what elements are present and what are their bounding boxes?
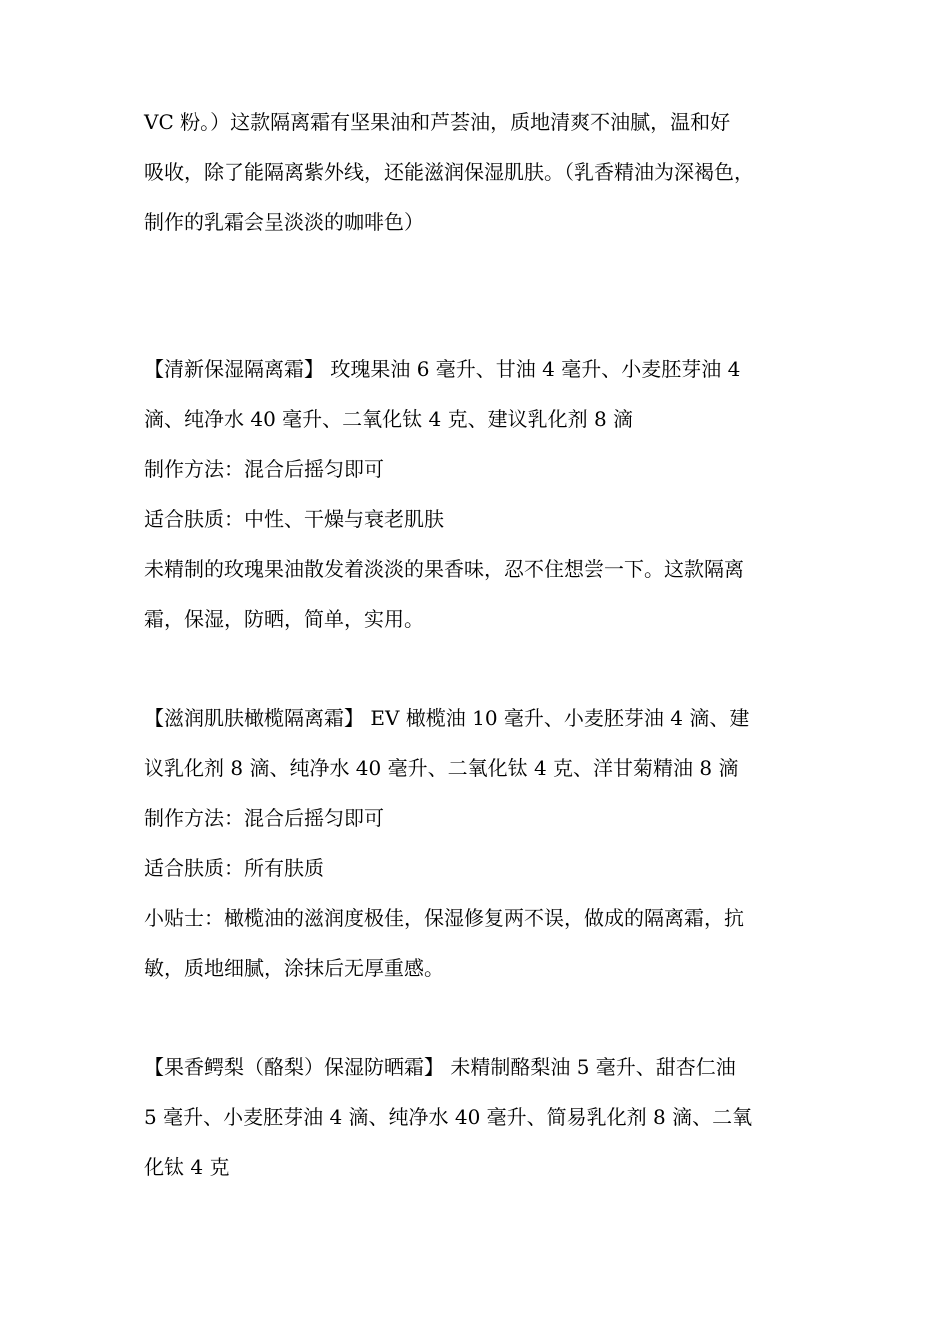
skin-type-line: 适合肤质：所有肤质 — [144, 856, 324, 880]
intro-paragraph — [144, 97, 824, 247]
recipe-avocado-sunscreen — [144, 1042, 824, 1192]
text-line: 制作的乳霜会呈淡淡的咖啡色） — [144, 210, 424, 234]
text-line: 5 毫升、小麦胚芽油 4 滴、纯净水 40 毫升、简易乳化剂 8 滴、二氧 — [144, 1105, 753, 1129]
tip-line: 小贴士：橄榄油的滋润度极佳，保湿修复两不误，做成的隔离霜，抗 — [144, 906, 744, 930]
recipe-fresh-moisturizing-primer — [144, 344, 824, 644]
text-line: 化钛 4 克 — [144, 1155, 230, 1179]
text-line: 议乳化剂 8 滴、纯净水 40 毫升、二氧化钛 4 克、洋甘菊精油 8 滴 — [144, 756, 739, 780]
recipe-olive-primer — [144, 693, 824, 993]
recipe-title-line: 【清新保湿隔离霜】 玫瑰果油 6 毫升、甘油 4 毫升、小麦胚芽油 4 — [144, 357, 741, 381]
text-line: 敏，质地细腻，涂抹后无厚重感。 — [144, 956, 444, 980]
recipe-title-line: 【果香鳄梨（酪梨）保湿防晒霜】 未精制酪梨油 5 毫升、甜杏仁油 — [144, 1055, 736, 1079]
text-line: 滴、纯净水 40 毫升、二氧化钛 4 克、建议乳化剂 8 滴 — [144, 407, 634, 431]
text-line: 吸收，除了能隔离紫外线，还能滋润保湿肌肤。（乳香精油为深褐色， — [144, 160, 754, 184]
method-line: 制作方法：混合后摇匀即可 — [144, 806, 384, 830]
skin-type-line: 适合肤质：中性、干燥与衰老肌肤 — [144, 507, 444, 531]
method-line: 制作方法：混合后摇匀即可 — [144, 457, 384, 481]
text-line: 霜，保湿，防晒，简单，实用。 — [144, 607, 424, 631]
text-line: VC 粉。）这款隔离霜有坚果油和芦荟油，质地清爽不油腻，温和好 — [144, 110, 731, 134]
text-line: 未精制的玫瑰果油散发着淡淡的果香味，忍不住想尝一下。这款隔离 — [144, 557, 744, 581]
recipe-title-line: 【滋润肌肤橄榄隔离霜】 EV 橄榄油 10 毫升、小麦胚芽油 4 滴、建 — [144, 706, 750, 730]
